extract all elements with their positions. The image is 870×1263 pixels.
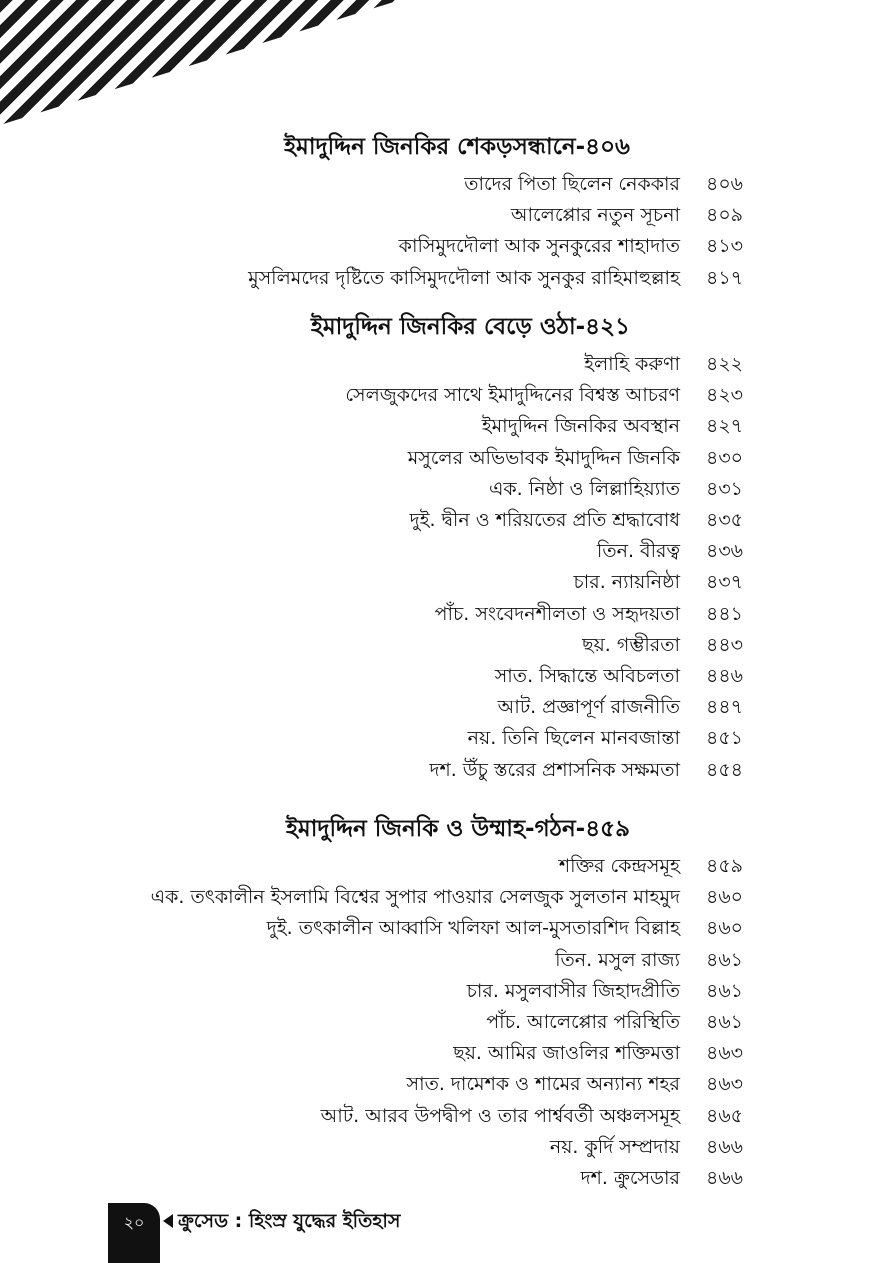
entry-title: কাসিমুদদৌলা আক সুনকুরের শাহাদাত [398,235,680,258]
toc-entry [0,231,870,262]
toc-entry [0,599,870,630]
toc-entry [0,1038,870,1069]
entry-title: সেলজুকদের সাথে ইমাদুদ্দিনের বিশ্বস্ত আচরণ [345,384,680,407]
entry-page-number: ৪৬৬ [706,1167,744,1189]
entry-title: মুসলিমদের দৃষ্টিতে কাসিমুদদৌলা আক সুনকুর রাহিমাহুল্লাহ [248,266,680,289]
entry-page-number: ৪২৭ [706,415,744,438]
toc-entry [0,1069,870,1100]
toc-entry [0,1101,870,1132]
entry-title: ইলাহি করুণা [584,353,680,375]
entry-title: পাঁচ. আলেপ্পোর পরিস্থিতি [486,1011,680,1033]
entry-title: ইমাদুদ্দিন জিনকির অবস্থান [481,415,680,438]
toc-entry [0,882,870,913]
toc-entry [0,200,870,231]
toc-entry [0,630,870,661]
entry-page-number: ৪৬৫ [706,1104,744,1127]
entry-title: আট. প্রজ্ঞাপূর্ণ রাজনীতি [497,696,680,719]
toc-entry [0,661,870,692]
entry-page-number: ৪৬৩ [706,1073,744,1096]
toc-entry [0,913,870,944]
entry-page-number: ৪৬০ [706,917,744,940]
toc-entry [0,1007,870,1038]
toc-entry [0,567,870,598]
entry-title: আট. আরব উপদ্বীপ ও তার পার্শ্ববর্তী অঞ্চলসমূহ [320,1104,680,1127]
entry-page-number: ৪০৬ [706,173,744,195]
entry-page-number: ৪৪৭ [706,696,744,719]
toc-entry [0,536,870,567]
entry-page-number: ৪৪৩ [706,633,744,656]
entry-title: দশ. উঁচু স্তরের প্রশাসনিক সক্ষমতা [429,758,680,781]
page-number-tab [108,1203,160,1263]
page-footer [0,1203,870,1263]
entry-title: নয়. তিনি ছিলেন মানবজান্তা [467,727,680,750]
entry-page-number: ৪৩১ [706,477,744,500]
entry-title: মসুলের অভিভাবক ইমাদুদ্দিন জিনকি [407,446,680,469]
toc-entry [0,755,870,786]
entry-page-number: ৪৬৬ [706,1135,744,1158]
section-heading: ইমাদুদ্দিন জিনকি ও উম্মাহ-গঠন-৪৫৯ [285,816,630,842]
entry-title: দুই. তৎকালীন আব্বাসি খলিফা আল-মুসতারশিদ বিল্লাহ [266,917,680,940]
arrow-left-icon [163,1214,173,1228]
entry-title: দুই. দ্বীন ও শরিয়তের প্রতি শ্রদ্ধাবোধ [409,509,680,531]
entry-page-number: ৪৫৯ [706,855,743,877]
entry-page-number: ৪৬১ [706,948,744,971]
entry-page-number: ৪১৭ [706,266,744,289]
entry-title: দশ. ক্রুসেডার [580,1167,680,1189]
entry-page-number: ৪৩৫ [706,509,744,531]
toc-entry [0,411,870,442]
entry-title: তিন. বীরত্ব [596,540,680,563]
decorative-stripes [0,0,400,125]
toc-entry [0,945,870,976]
toc-entry [0,349,870,380]
entry-title: সাত. দামেশক ও শামের অন্যান্য শহর [406,1073,680,1096]
entry-page-number: ৪৪৬ [706,665,744,687]
toc-entry [0,1163,870,1194]
entry-page-number: ৪৩৬ [706,540,744,563]
entry-page-number: ৪৬১ [706,979,744,1002]
toc-entry [0,723,870,754]
toc-entry [0,443,870,474]
entry-page-number: ৪৬০ [706,886,744,909]
entry-page-number: ৪৫১ [706,727,743,750]
book-title: ক্রুসেড : হিংস্র যুদ্ধের ইতিহাস [178,1210,401,1232]
entry-title: সাত. সিদ্ধান্তে অবিচলতা [494,665,680,687]
toc-entry [0,263,870,294]
entry-page-number: ৪২৩ [706,384,744,407]
entry-title: নয়. কুর্দি সম্প্রদায় [549,1135,680,1158]
toc-entry [0,692,870,723]
entry-title: এক. তৎকালীন ইসলামি বিশ্বের সুপার পাওয়ার সেলজুক সুলতান মাহমুদ [150,886,680,909]
entry-title: ছয়. গম্ভীরতা [582,633,680,656]
entry-page-number: ৪১৩ [706,235,744,258]
entry-page-number: ৪৩০ [706,446,744,469]
toc-entry [0,169,870,200]
entry-page-number: ৪০৯ [706,204,744,227]
entry-page-number: ৪৩৭ [706,571,744,594]
entry-title: চার. মসুলবাসীর জিহাদপ্রীতি [466,979,680,1002]
entry-title: শক্তির কেন্দ্রসমূহ [558,855,680,877]
toc-entry [0,851,870,882]
entry-page-number: ৪৬১ [706,1011,744,1033]
toc-entry [0,976,870,1007]
toc-entry [0,505,870,536]
entry-title: ছয়. আমির জাওলির শক্তিমত্তা [453,1042,680,1065]
toc-entry [0,474,870,505]
entry-page-number: ৪৬৩ [706,1042,744,1065]
toc-entry [0,1132,870,1163]
entry-page-number: ৪৪১ [706,602,743,625]
section-heading: ইমাদুদ্দিন জিনকির বেড়ে ওঠা-৪২১ [310,314,630,340]
entry-title: এক. নিষ্ঠা ও লিল্লাহিয়্যাত [488,477,680,500]
entry-title: তিন. মসুল রাজ্য [555,948,680,971]
entry-title: চার. ন্যায়নিষ্ঠা [573,571,680,594]
entry-title: আলেপ্পোর নতুন সূচনা [510,204,680,227]
entry-title: তাদের পিতা ছিলেন নেককার [464,173,680,195]
page-number: ২০ [123,1213,145,1232]
entry-page-number: ৪২২ [706,353,744,375]
section-heading: ইমাদুদ্দিন জিনকির শেকড়সন্ধানে-৪০৬ [284,134,630,160]
entry-title: পাঁচ. সংবেদনশীলতা ও সহৃদয়তা [434,602,680,625]
entry-page-number: ৪৫৪ [706,758,743,781]
toc-entry [0,380,870,411]
